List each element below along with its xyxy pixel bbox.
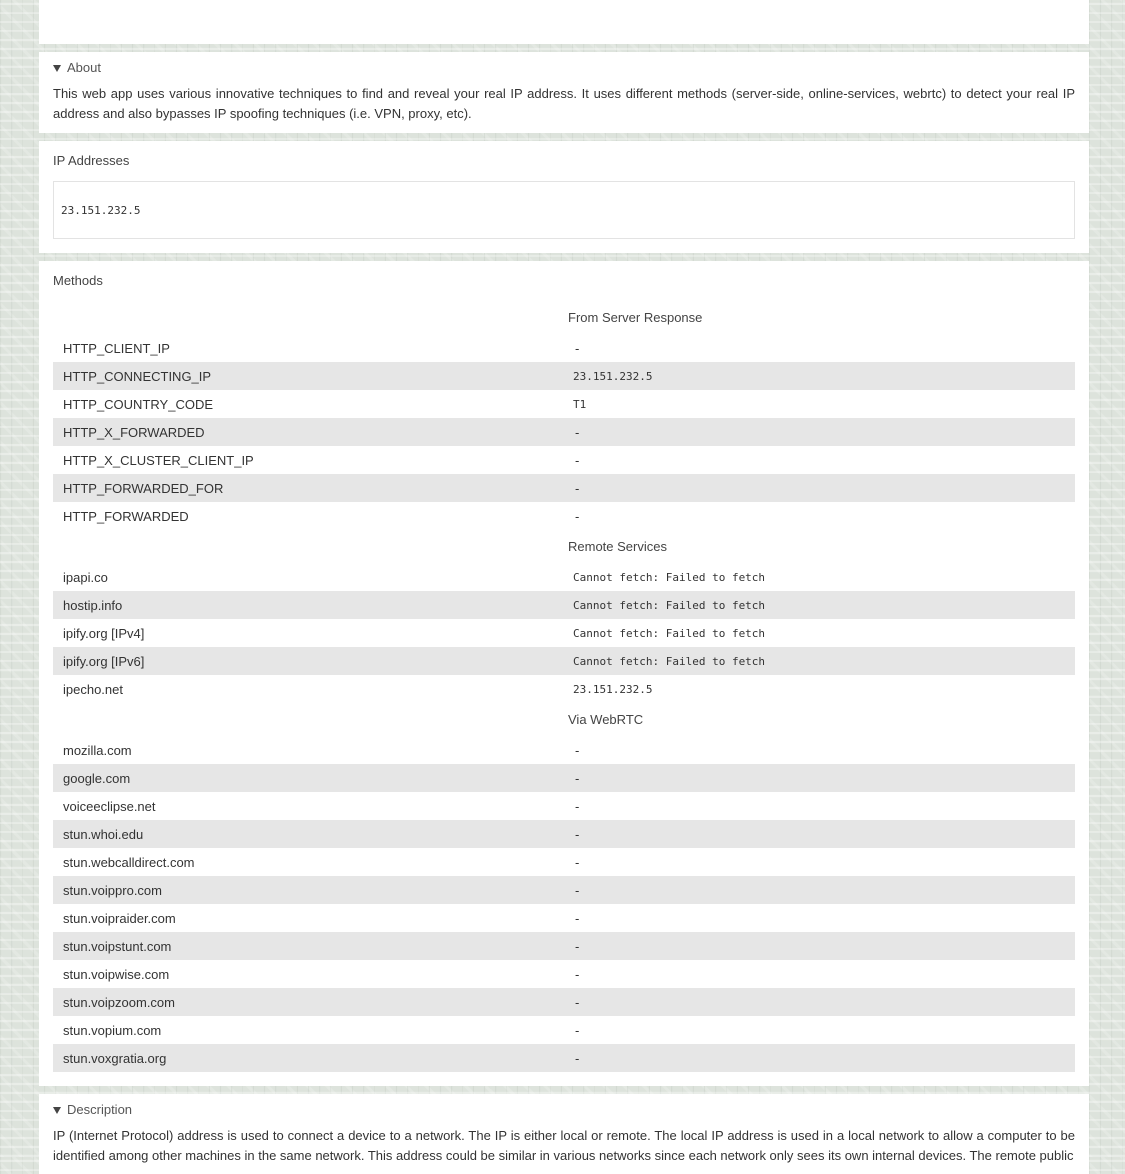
about-summary[interactable] bbox=[53, 52, 1075, 84]
method-name: hostip.info bbox=[63, 597, 123, 613]
method-name: stun.voipraider.com bbox=[63, 910, 176, 926]
about-panel bbox=[39, 52, 1089, 133]
method-result: - bbox=[575, 826, 580, 842]
table-row bbox=[53, 764, 1075, 792]
method-name: stun.whoi.edu bbox=[63, 826, 144, 842]
method-result: - bbox=[575, 508, 580, 524]
methods-group-title: Via WebRTC bbox=[568, 712, 644, 727]
ip-addresses-title: IP Addresses bbox=[53, 153, 130, 168]
table-row bbox=[53, 502, 1075, 530]
table-row bbox=[53, 647, 1075, 675]
description-panel bbox=[39, 1094, 1089, 1174]
method-name: HTTP_CLIENT_IP bbox=[63, 340, 170, 356]
methods-group-title: From Server Response bbox=[568, 310, 703, 325]
method-name: HTTP_COUNTRY_CODE bbox=[63, 396, 214, 412]
table-row bbox=[53, 619, 1075, 647]
table-row bbox=[53, 362, 1075, 390]
methods-panel bbox=[39, 261, 1089, 1086]
method-result: - bbox=[575, 770, 580, 786]
method-result: - bbox=[575, 798, 580, 814]
table-row bbox=[53, 474, 1075, 502]
method-name: stun.voipzoom.com bbox=[63, 994, 175, 1010]
method-name: HTTP_CONNECTING_IP bbox=[63, 368, 212, 384]
table-row bbox=[53, 446, 1075, 474]
method-name: ipapi.co bbox=[63, 569, 108, 585]
method-name: HTTP_X_FORWARDED bbox=[63, 424, 205, 440]
table-row bbox=[53, 418, 1075, 446]
methods-title: Methods bbox=[53, 273, 103, 288]
table-row bbox=[53, 1016, 1075, 1044]
method-name: ipecho.net bbox=[63, 681, 123, 697]
about-text: This web app uses various innovative techniques to find and reveal your real IP address. It uses different methods (server-side, online-services, webrtc) to detect your real IP address and also bypasses IP spoofing techniques (i.e. VPN, proxy, etc). bbox=[53, 86, 1075, 121]
table-row bbox=[53, 591, 1075, 619]
method-result: - bbox=[575, 854, 580, 870]
method-result: - bbox=[575, 480, 580, 496]
method-result: T1 bbox=[573, 397, 587, 411]
method-result: - bbox=[575, 742, 580, 758]
table-row bbox=[53, 334, 1075, 362]
method-name: voiceeclipse.net bbox=[63, 798, 156, 814]
table-row bbox=[53, 904, 1075, 932]
method-result: - bbox=[575, 452, 580, 468]
method-name: stun.voippro.com bbox=[63, 882, 162, 898]
table-row bbox=[53, 932, 1075, 960]
method-result: - bbox=[575, 340, 580, 356]
method-name: HTTP_FORWARDED bbox=[63, 508, 189, 524]
method-result: 23.151.232.5 bbox=[573, 369, 653, 383]
table-row bbox=[53, 390, 1075, 418]
method-result: - bbox=[575, 882, 580, 898]
table-row bbox=[53, 563, 1075, 591]
method-name: ipify.org [IPv6] bbox=[63, 653, 145, 669]
about-label: About bbox=[67, 60, 101, 75]
table-row bbox=[53, 792, 1075, 820]
method-result: 23.151.232.5 bbox=[573, 682, 653, 696]
method-name: stun.voipwise.com bbox=[63, 966, 170, 982]
method-name: google.com bbox=[63, 770, 131, 786]
method-result: - bbox=[575, 938, 580, 954]
method-result: Cannot fetch: Failed to fetch bbox=[573, 570, 766, 584]
ip-addresses-panel bbox=[39, 141, 1089, 253]
description-label: Description bbox=[67, 1102, 133, 1117]
table-row bbox=[53, 736, 1075, 764]
methods-group-title: Remote Services bbox=[568, 539, 667, 554]
method-result: - bbox=[575, 910, 580, 926]
method-name: ipify.org [IPv4] bbox=[63, 625, 145, 641]
method-name: HTTP_FORWARDED_FOR bbox=[63, 480, 224, 496]
method-result: Cannot fetch: Failed to fetch bbox=[573, 626, 766, 640]
table-row bbox=[53, 960, 1075, 988]
ip-address-value: 23.151.232.5 bbox=[61, 203, 141, 217]
method-result: Cannot fetch: Failed to fetch bbox=[573, 654, 766, 668]
table-row bbox=[53, 876, 1075, 904]
method-result: - bbox=[575, 994, 580, 1010]
table-row bbox=[53, 988, 1075, 1016]
method-name: stun.voxgratia.org bbox=[63, 1050, 167, 1066]
method-name: HTTP_X_CLUSTER_CLIENT_IP bbox=[63, 452, 254, 468]
method-result: - bbox=[575, 966, 580, 982]
table-row bbox=[53, 848, 1075, 876]
disclosure-triangle-icon bbox=[53, 1107, 61, 1114]
table-row bbox=[53, 1044, 1075, 1072]
table-row bbox=[53, 820, 1075, 848]
method-name: stun.webcalldirect.com bbox=[63, 854, 195, 870]
table-row bbox=[53, 675, 1075, 703]
method-result: - bbox=[575, 424, 580, 440]
top-panel bbox=[39, 0, 1089, 44]
method-name: mozilla.com bbox=[63, 742, 132, 758]
disclosure-triangle-icon bbox=[53, 65, 61, 72]
method-result: - bbox=[575, 1022, 580, 1038]
description-text: IP (Internet Protocol) address is used to connect a device to a network. The IP is either local or remote. The local IP address is used in a local network to allow a computer to be identified among other machines in the same network. This address could be similar in various networks since each network only sees its own internal devices. The remote public bbox=[53, 1128, 1075, 1163]
method-result: Cannot fetch: Failed to fetch bbox=[573, 598, 766, 612]
method-name: stun.voipstunt.com bbox=[63, 938, 172, 954]
method-result: - bbox=[575, 1050, 580, 1066]
methods-table bbox=[53, 301, 1075, 1072]
description-summary[interactable] bbox=[53, 1094, 1075, 1126]
method-name: stun.vopium.com bbox=[63, 1022, 162, 1038]
ip-addresses-box[interactable] bbox=[53, 181, 1075, 239]
